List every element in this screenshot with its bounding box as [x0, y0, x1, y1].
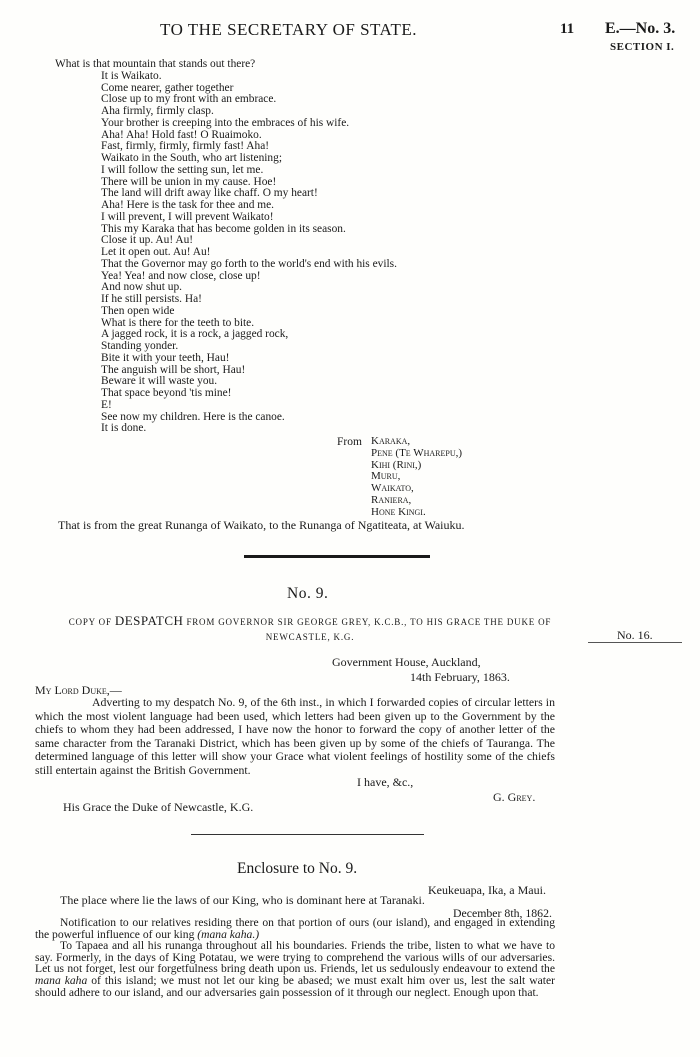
chant-line: See now my children. Here is the canoe. — [101, 410, 285, 423]
despatch-number-heading: No. 9. — [287, 585, 329, 602]
chant-line: Your brother is creeping into the embraces of his wife. — [101, 116, 350, 129]
signature: G. Grey. — [493, 790, 536, 804]
despatch-heading-word: DESPATCH — [114, 613, 184, 628]
chant-line: This my Karaka that has become golden in its season. — [101, 222, 346, 235]
section-divider — [191, 834, 424, 835]
signatory-name: Karaka, — [371, 435, 411, 447]
signatory-list — [371, 436, 462, 519]
enclosure-text: Notification to our relatives residing there on that portion of ours (our island), and engaged in extending the powerful influence of our king — [35, 916, 555, 941]
salutation: My Lord Duke,— — [35, 683, 122, 697]
chant-line: The land will drift away like chaff. O my heart! — [101, 187, 318, 200]
running-header-title: TO THE SECRETARY OF STATE. — [160, 20, 417, 39]
closing-line: That is from the great Runanga of Waikato, to the Runanga of Ngatiteata, at Waiuku. — [58, 518, 465, 532]
chant-line: That the Governor may go forth to the world's end with his evils. — [101, 257, 397, 270]
chant-line: What is there for the teeth to bite. — [101, 316, 255, 329]
signatory-name: Kihi (Rini,) — [371, 458, 422, 471]
enclosure-italic-text: (mana kaha.) — [197, 927, 260, 941]
despatch-heading-prefix: COPY OF — [68, 617, 112, 627]
recipient-line: His Grace the Duke of Newcastle, K.G. — [63, 800, 254, 814]
chant-line: Waikato in the South, who art listening; — [101, 152, 282, 164]
sign-off: I have, &c., — [357, 775, 414, 789]
despatch-heading — [35, 613, 585, 645]
despatch-heading-line2: NEWCASTLE, K.G. — [265, 632, 355, 642]
chant-line: Then open wide — [101, 304, 175, 317]
chant-line: A jagged rock, it is a rock, a jagged rock, — [101, 328, 289, 341]
chant-text — [55, 59, 397, 435]
signatory-name: Hone Kingi. — [371, 505, 426, 518]
chant-line: That space beyond 'tis mine! — [101, 387, 232, 399]
enclosure-title: Enclosure to No. 9. — [237, 860, 358, 877]
document-reference: E.—No. 3. — [605, 20, 676, 37]
chant-first-line: What is that mountain that stands out there? — [55, 58, 256, 70]
despatch-paragraph: Adverting to my despatch No. 9, of the 6th inst., in which I forwarded copies of circular letters in which the most violent language had been used, which letters had been given up to the Government by the chiefs to whom they had been addressed, I have now the honor to forward the copy of another letter of the same character from the Taranaki District, which has been given up by some of the chiefs of Tauranga. The determined language of this letter will show your Grace what violent feelings of hostility some of the chiefs still entertain against the British Government. — [35, 695, 555, 777]
chant-line: E! — [101, 398, 112, 411]
signatory-name: Waikato, — [371, 482, 414, 495]
page-number: 11 — [560, 21, 575, 37]
signatory-name: Pene (Te Wharepu,) — [371, 446, 463, 459]
enclosure-body — [35, 917, 555, 998]
despatch-body — [35, 696, 555, 778]
chant-line: And now shut up. — [101, 281, 183, 294]
chant-line: Bite it with your teeth, Hau! — [101, 351, 230, 364]
enclosure-place: Keukeuapa, Ika, a Maui. — [428, 883, 546, 897]
chant-line: The anguish will be short, Hau! — [101, 363, 246, 376]
chant-line: There will be union in my cause. Hoe! — [101, 175, 277, 188]
chant-line: Come nearer, gather together — [101, 81, 234, 94]
chant-line: Close it up. Au! Au! — [101, 234, 194, 247]
margin-rule — [588, 642, 682, 643]
chant-line: Standing yonder. — [101, 340, 179, 352]
chant-line: Fast, firmly, firmly, firmly fast! Aha! — [101, 140, 270, 153]
chant-line: If he still persists. Ha! — [101, 293, 202, 305]
signatory-name: Raniera, — [371, 493, 412, 506]
enclosure-italic-text: mana kaha — [35, 973, 88, 987]
chant-line: Beware it will waste you. — [101, 375, 218, 388]
enclosure-paragraph — [35, 917, 555, 940]
enclosure-date: December 8th, 1862. — [453, 906, 552, 920]
section-divider — [244, 555, 430, 558]
chant-line: Let it open out. Au! Au! — [101, 246, 211, 258]
enclosure-text: To Tapaea and all his runanga throughout all his boundaries. Friends the tribe, listen to what we have to say. Formerly, in the days of King Potatau, we were trying to comprehend the various wills of our adversaries. Let us not forget, lest our forgetfulness bring death upon us. Friends, let us sedulously endeavour to extend the — [35, 939, 555, 976]
margin-reference: No. 16. — [617, 628, 653, 642]
address-line: Government House, Auckland, — [332, 655, 481, 669]
chant-line: Aha firmly, firmly clasp. — [101, 105, 214, 117]
chant-line: I will follow the setting sun, let me. — [101, 163, 264, 176]
enclosure-text: of this island; we must not let our king be abased; we must exalt him over us, lest the salt water should adhere to our island, and our adversaries gain possession of it through our neglect. Enough upon that. — [35, 973, 555, 999]
enclosure-law-line: The place where lie the laws of our King, who is dominant here at Taranaki. — [60, 893, 425, 907]
despatch-heading-rest: FROM GOVERNOR SIR GEORGE GREY, K.C.B., TO HIS GRACE THE DUKE OF — [186, 617, 552, 627]
signatory-name: Muru, — [371, 470, 401, 483]
chant-line: Aha! Aha! Hold fast! O Ruaimoko. — [101, 128, 262, 141]
chant-line: It is done. — [101, 422, 147, 435]
chant-line: Yea! Yea! and now close, close up! — [101, 269, 261, 282]
section-label: SECTION I. — [610, 41, 675, 53]
from-label: From — [337, 436, 362, 448]
date-line: 14th February, 1863. — [410, 670, 510, 684]
enclosure-paragraph — [35, 940, 555, 998]
chant-line: It is Waikato. — [101, 69, 162, 82]
chant-line: Aha! Here is the task for thee and me. — [101, 199, 275, 211]
chant-line: Close up to my front with an embrace. — [101, 93, 277, 106]
chant-line: I will prevent, I will prevent Waikato! — [101, 210, 274, 223]
